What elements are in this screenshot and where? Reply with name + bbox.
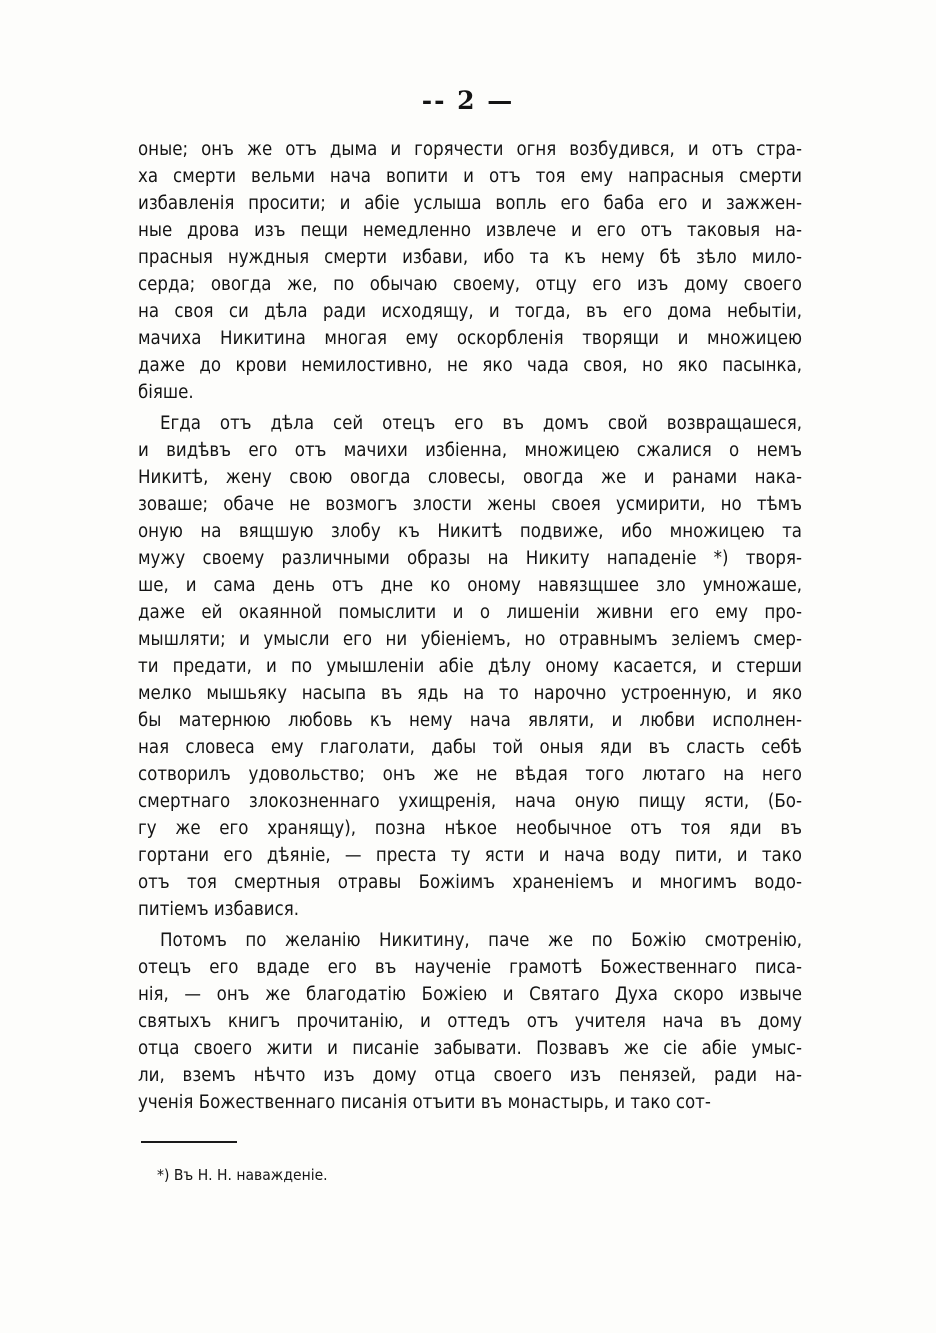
text-line: питіемъ избавися. [138, 899, 300, 920]
paragraph-2 [138, 410, 802, 923]
footnote: *) Въ Н. Н. наважденіе. [157, 1166, 328, 1184]
text-line: оную на вящшую злобу къ Никитѣ подвиже, ибо множицею та [138, 521, 802, 542]
text-line: оные; онъ же отъ дыма и горячести огня возбудився, и отъ стра- [138, 139, 802, 160]
text-line: ная словеса ему глаголати, дабы той оныя яди въ сласть себѣ [138, 737, 802, 758]
text-line: бы матернюю любовь къ нему нача являти, и любви исполнен- [138, 710, 802, 731]
text-line: мышляти; и умысли его ни убіеніемъ, но отравнымъ зеліемъ смер- [138, 629, 802, 650]
paragraph-1 [138, 136, 802, 406]
text-line: и видѣвъ его отъ мачихи избіенна, множицею сжалися о немъ [138, 440, 802, 461]
text-line: на своя си дѣла ради исходящу, и тогда, въ его дома небытіи, [138, 301, 802, 322]
text-line: гортани его дѣяніе, — преста ту ясти и нача воду пити, и тако [138, 845, 802, 866]
text-line: Потомъ по желанію Никитину, паче же по Божію смотренію, [160, 930, 802, 951]
paragraph-3 [138, 927, 802, 1116]
text-line: гу же его хранящу), позна нѣкое необычное отъ тоя яди въ [138, 818, 802, 839]
text-line: зоваше; обаче не возмогъ злости жены своея усмирити, но тѣмъ [138, 494, 802, 515]
text-line: смертнаго злокозненнаго ухищренія, нача оную пищу ясти, (Бо- [138, 791, 802, 812]
text-line: ные дрова изъ пещи немедленно извлече и его отъ таковыя на- [138, 220, 802, 241]
text-line: мелко мышьяку насыпа въ ядь на то нарочно устроенную, и яко [138, 683, 802, 704]
body-text [138, 136, 802, 1116]
text-line: ти предати, и по умышленіи абіе дѣлу оному касается, и стерши [138, 656, 802, 677]
text-line: Егда отъ дѣла сей отецъ его въ домъ свой возвращашеся, [160, 413, 802, 434]
text-line: серда; овогда же, по обычаю своему, отцу его изъ дому своего [138, 274, 802, 295]
footnote-rule [141, 1141, 237, 1143]
text-line: ли, вземъ нѣчто изъ дому отца своего изъ пенязей, ради на- [138, 1065, 802, 1086]
text-line: даже ей окаянной помыслити и о лишеніи живни его ему про- [138, 602, 802, 623]
text-line: ученія Божественнаго писанія отъити въ монастырь, и тако сот- [138, 1092, 711, 1113]
page-number: -- 2 — [421, 86, 515, 115]
text-line: сотворилъ удовольство; онъ же не вѣдая того лютаго на него [138, 764, 802, 785]
text-line: мачиха Никитина многая ему оскорбленія творящи и множицею [138, 328, 802, 349]
text-line: отецъ его вдаде его въ наученіе грамотѣ Божественнаго писа- [138, 957, 802, 978]
text-line: даже до крови немилостивно, не яко чада своя, но яко пасынка, [138, 355, 802, 376]
text-line: ха смерти вельми нача вопити и отъ тоя ему напрасныя смерти [138, 166, 802, 187]
text-line: избавленія просити; и абіе услыша вопль его баба его и зажжен- [138, 193, 802, 214]
text-line: Никитѣ, жену свою овогда словесы, овогда же и ранами нака- [138, 467, 802, 488]
text-line: нія, — онъ же благодатію Божіею и Святаго Духа скоро извыче [138, 984, 802, 1005]
text-line: прасныя нуждныя смерти избави, ибо та къ нему бѣ зѣло мило- [138, 247, 802, 268]
text-line: отца своего жити и писаніе забывати. Позвавъ же сіе абіе умыс- [138, 1038, 802, 1059]
text-line: отъ тоя смертныя отравы Божіимъ храненіемъ и многимъ водо- [138, 872, 802, 893]
text-line: мужу своему различными образы на Никиту нападеніе *) творя- [138, 548, 802, 569]
text-line: біяше. [138, 382, 194, 403]
text-line: ше, и сама день отъ дне ко оному навязщшее зло умножаше, [138, 575, 802, 596]
text-line: святыхъ книгъ прочитанію, и оттедъ отъ учителя нача въ дому [138, 1011, 802, 1032]
